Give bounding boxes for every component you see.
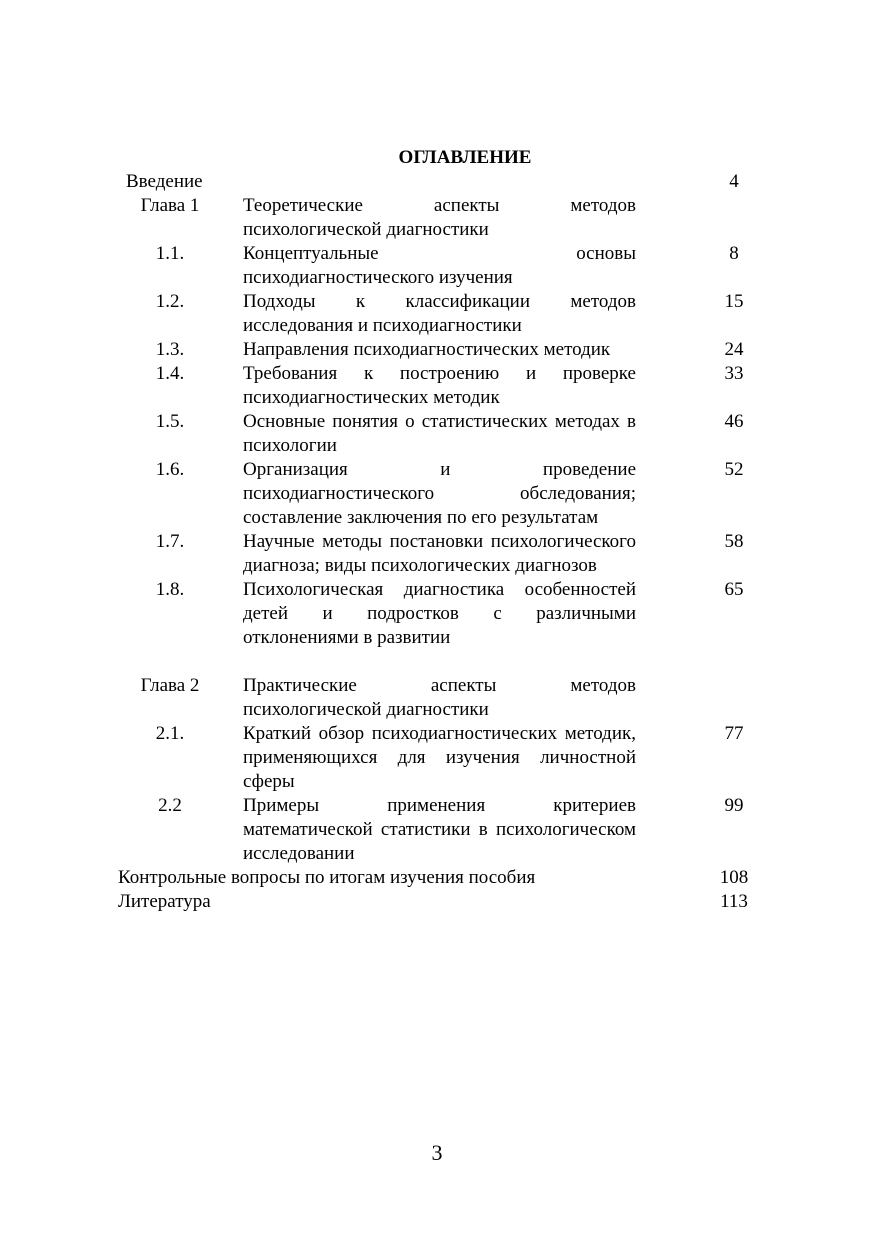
toc-entry-text: [243, 170, 636, 194]
toc-entry-questions[interactable]: [0, 866, 874, 890]
toc-section-1-4[interactable]: [0, 362, 874, 410]
toc-section-title: Направления психодиагностических методик: [243, 339, 611, 360]
toc-entry-label: Литература: [118, 891, 211, 912]
toc-section-1-7[interactable]: [0, 530, 874, 578]
toc-section-number: 1.3.: [155, 339, 185, 360]
toc-section-title: Концептуальные основы психодиагностического изучения: [243, 243, 636, 288]
toc-section-1-3[interactable]: [0, 338, 874, 362]
toc-section-number: 1.2.: [155, 291, 185, 312]
toc-section-title: Психологическая диагностика особенностей детей и подростков с различными отклонениями в развитии: [243, 579, 636, 648]
toc-section-number: 2.1.: [155, 723, 185, 744]
toc-section-page: 24: [724, 339, 744, 360]
toc-section-number: 1.1.: [155, 243, 185, 264]
toc-section-page: 77: [724, 723, 744, 744]
toc-section-title: Научные методы постановки психологического диагноза; виды психологических диагнозов: [243, 531, 636, 576]
toc-section-title: Требования к построению и проверке психодиагностических методик: [243, 363, 636, 408]
page-title: ОГЛАВЛЕНИЕ: [398, 147, 532, 168]
toc-entry-literature[interactable]: [0, 890, 874, 914]
page-number: 3: [431, 1140, 443, 1165]
toc-section-1-8[interactable]: [0, 578, 874, 650]
toc-section-1-6[interactable]: [0, 458, 874, 530]
toc-section-title: Основные понятия о статистических методах в психологии: [243, 411, 636, 456]
toc-section-number: 1.6.: [155, 459, 185, 480]
toc-section-number: 1.7.: [155, 531, 185, 552]
toc-section-title: Краткий обзор психодиагностических методик, применяющихся для изучения личностной сферы: [243, 723, 636, 792]
toc-entry-page: 4: [729, 171, 739, 192]
toc-entry-label: Контрольные вопросы по итогам изучения пособия: [118, 867, 536, 888]
toc-section-title: Примеры применения критериев математической статистики в психологическом исследовании: [243, 795, 636, 864]
toc-entry-page: 108: [719, 867, 749, 888]
toc-section-1-2[interactable]: [0, 290, 874, 338]
toc-section-number: 1.4.: [155, 363, 185, 384]
toc-section-page: 33: [724, 363, 744, 384]
toc-chapter-2[interactable]: [0, 674, 874, 722]
toc-spacer: [0, 650, 874, 674]
toc-section-2-2[interactable]: [0, 794, 874, 866]
toc-section-page: 52: [724, 459, 744, 480]
toc-entry-introduction[interactable]: [0, 170, 874, 194]
toc-chapter-number: Глава 2: [140, 675, 200, 696]
toc-chapter-title: Практические аспекты методов психологической диагностики: [243, 675, 636, 720]
toc-section-title: Организация и проведение психодиагностического обследования; составление заключения по его результатам: [243, 459, 636, 528]
toc-section-page: 99: [724, 795, 744, 816]
toc-section-page: 15: [724, 291, 744, 312]
toc-chapter-number: Глава 1: [140, 195, 200, 216]
toc-entry-page: 113: [720, 891, 748, 912]
toc-section-page: 58: [724, 531, 744, 552]
toc-section-1-1[interactable]: [0, 242, 874, 290]
toc-section-page: 46: [724, 411, 744, 432]
toc-section-title: Подходы к классификации методов исследования и психодиагностики: [243, 291, 636, 336]
toc-section-1-5[interactable]: [0, 410, 874, 458]
toc-entry-label: Введение: [126, 171, 203, 192]
toc-section-number: 2.2: [158, 795, 182, 816]
toc-section-page: 65: [724, 579, 744, 600]
toc-section-2-1[interactable]: [0, 722, 874, 794]
toc-section-page: 8: [729, 243, 739, 264]
table-of-contents: [0, 170, 874, 914]
toc-chapter-1[interactable]: [0, 194, 874, 242]
toc-chapter-title: Теоретические аспекты методов психологической диагностики: [243, 195, 636, 240]
toc-section-number: 1.5.: [155, 411, 185, 432]
toc-section-number: 1.8.: [155, 579, 185, 600]
